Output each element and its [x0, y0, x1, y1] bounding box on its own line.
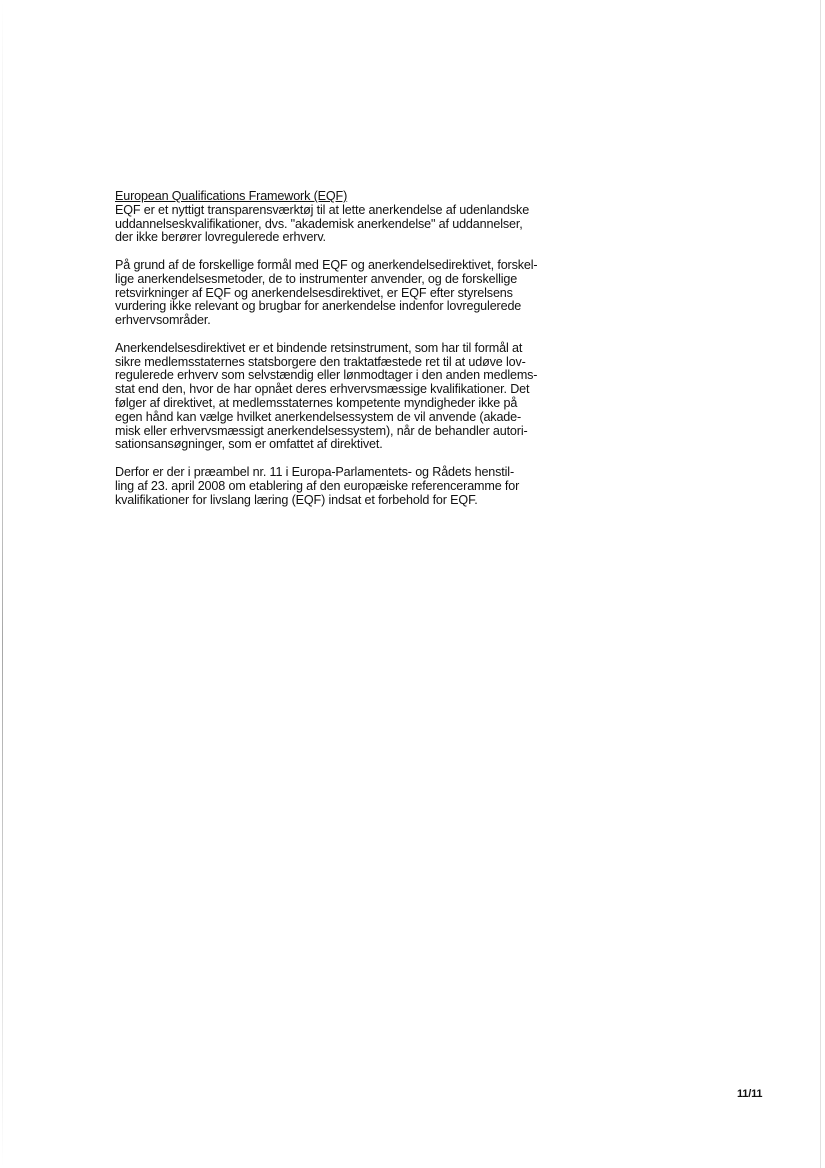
scan-edge-right [820, 0, 821, 1168]
document-body [115, 190, 585, 521]
paragraph-directive: Anerkendelsesdirektivet er et bindende retsinstrument, som har til formål at sikre medlemsstaternes statsborgere den traktatfæstede ret til at udøve lov- regulerede erhverv som selvstændig eller lønmodtager i den anden medlems- stat end den, hvor de har opnået deres erhvervsmæssige kvalifikationer. Det følger af direktivet, at medlemsstaternes kompetente myndigheder ikke på egen hånd kan vælge hvilket anerkendelsessystem de vil anvende (akade- misk eller erhvervsmæssigt anerkendelsessystem), når de behandler autori- sationsansøgninger, som er omfattet af direktivet. [115, 340, 538, 452]
page-number: 11/11 [737, 1088, 763, 1100]
paragraph-preamble: Derfor er der i præambel nr. 11 i Europa-Parlamentets- og Rådets henstil- ling af 23. april 2008 om etablering af den europæiske referenceramme for kvalifikationer for livslang læring (EQF) indsat et forbehold for EQF. [115, 464, 520, 507]
paragraph-purpose-difference: På grund af de forskellige formål med EQF og anerkendelsedirektivet, forskel- lige anerkendelsesmetoder, de to instrumenter anvender, og de forskellige retsvirkninger af EQF og anerkendelsesdirektivet, er EQF efter styrelsens vurdering ikke relevant og brugbar for anerkendelse indenfor lovregulerede erhvervsområder. [115, 257, 538, 328]
paragraph-eqf-intro: EQF er et nyttigt transparensværktøj til at lette anerkendelse af udenlandske uddannelseskvalifikationer, dvs. "akademisk anerkendelse" af uddannelser, der ikke berører lovregulerede erhverv. [115, 202, 530, 245]
scan-edge-left [2, 0, 3, 1168]
section-heading: European Qualifications Framework (EQF) [115, 189, 348, 203]
